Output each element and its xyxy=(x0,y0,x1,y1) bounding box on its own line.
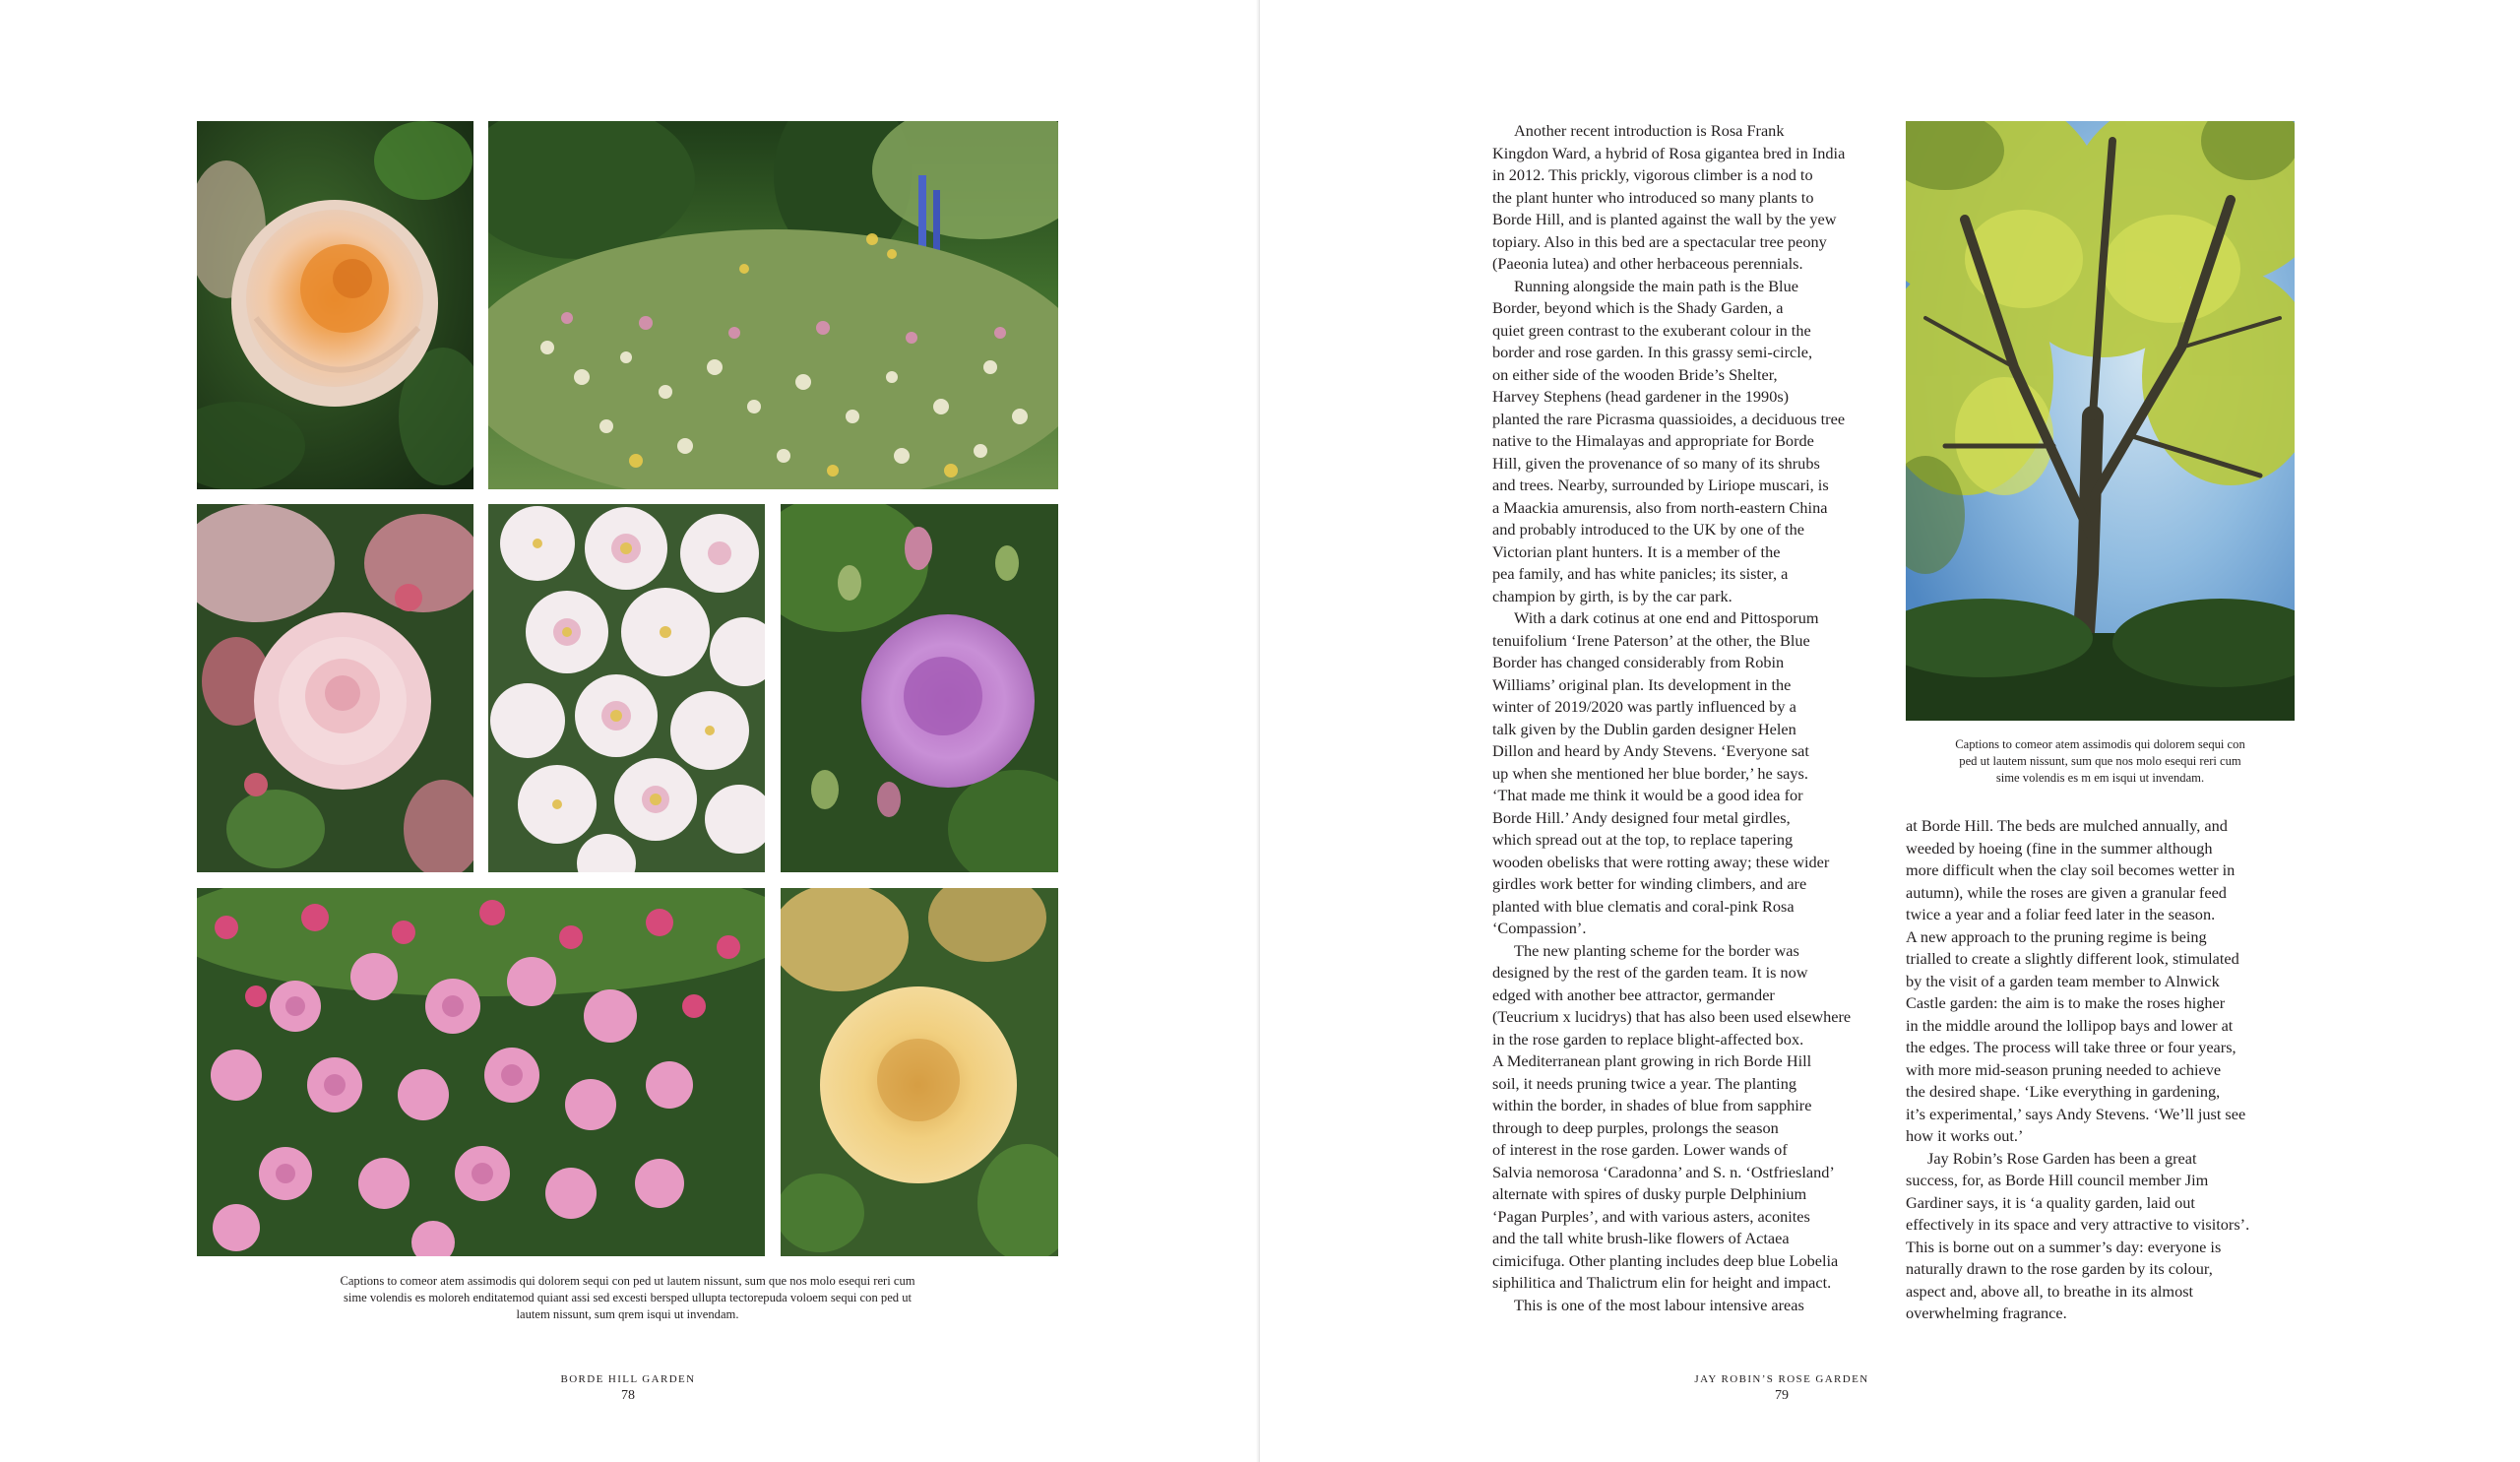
text-line: through to deep purples, prolongs the season xyxy=(1492,1117,1779,1137)
text-line: twice a year and a foliar feed later in the season. xyxy=(1906,905,2216,923)
text-line: in the rose garden to replace blight-affected box. xyxy=(1492,1029,1804,1049)
text-line: autumn), while the roses are given a granular feed xyxy=(1906,882,2227,902)
right-page xyxy=(1260,0,2520,1462)
running-head-left: BORDE HILL GARDEN xyxy=(560,1373,696,1385)
text-line: winter of 2019/2020 was partly influenced by a xyxy=(1492,697,1796,716)
text-line: planted with blue clematis and coral-pink Rosa xyxy=(1492,896,1795,916)
text-line: talk given by the Dublin garden designer Helen xyxy=(1492,719,1796,738)
pink-shrub-roses-photo xyxy=(197,888,765,1256)
text-line: girdles work better for winding climbers, and are xyxy=(1492,874,1807,893)
text-line: in the middle around the lollipop bays and lower at xyxy=(1906,1015,2234,1035)
text-line: With a dark cotinus at one end and Pittosporum xyxy=(1514,608,1819,627)
text-line: success, for, as Borde Hill council member Jim xyxy=(1906,1171,2209,1189)
text-line: Border, beyond which is the Shady Garden, a xyxy=(1492,298,1784,317)
left-footer xyxy=(463,1372,793,1404)
text-line: it’s experimental,’ says Andy Stevens. ‘We’ll just see xyxy=(1906,1104,2246,1123)
text-line: aspect and, above all, to breathe in its almost xyxy=(1906,1281,2194,1301)
left-photo-caption xyxy=(197,1273,1058,1323)
text-line: planted the rare Picrasma quassioides, a deciduous tree xyxy=(1492,409,1846,428)
paragraph xyxy=(1906,815,2295,1148)
text-line: with more mid-season pruning needed to achieve xyxy=(1906,1059,2222,1079)
text-line: This is borne out on a summer’s day: everyone is xyxy=(1906,1237,2222,1256)
left-caption-line: sime volendis es moloreh enditatemod quiant assi sed excesti bersped ullupta tectorepuda voloem sequi con ped ut xyxy=(343,1291,913,1304)
text-line: The new planting scheme for the border was xyxy=(1514,940,1799,960)
text-line: a Maackia amurensis, also from north-eastern China xyxy=(1492,497,1828,517)
text-line: ‘Pagan Purples’, and with various asters, aconites xyxy=(1492,1206,1810,1226)
text-line: Border has changed considerably from Robin xyxy=(1492,653,1785,671)
body-column-1 xyxy=(1492,120,1857,1316)
text-line: cimicifuga. Other planting includes deep blue Lobelia xyxy=(1492,1250,1839,1270)
left-caption-line: Captions to comeor atem assimodis qui dolorem sequi con ped ut lautem nissunt, sum que nos molo esequi reri cum xyxy=(340,1274,915,1288)
text-line: which spread out at the top, to replace tapering xyxy=(1492,830,1794,849)
text-line: and probably introduced to the UK by one of the xyxy=(1492,520,1804,539)
right-caption-line: sime volendis es m em isqui ut invendam. xyxy=(1995,771,2205,785)
text-line: Salvia nemorosa ‘Caradonna’ and S. n. ‘Ostfriesland’ xyxy=(1492,1162,1835,1181)
text-line: soil, it needs pruning twice a year. The planting xyxy=(1492,1073,1796,1093)
text-line: Castle garden: the aim is to make the roses higher xyxy=(1906,993,2226,1012)
text-line: Dillon and heard by Andy Stevens. ‘Everyone sat xyxy=(1492,741,1809,760)
body-column-2 xyxy=(1906,815,2295,1325)
text-line: in 2012. This prickly, vigorous climber is a nod to xyxy=(1492,165,1813,184)
text-line: A new approach to the pruning regime is being xyxy=(1906,926,2207,946)
text-line: the edges. The process will take three or four years, xyxy=(1906,1038,2236,1056)
text-line: This is one of the most labour intensive areas xyxy=(1514,1295,1804,1314)
text-line: how it works out.’ xyxy=(1906,1126,2024,1145)
rose-border-landscape-photo xyxy=(488,121,1058,489)
paragraph xyxy=(1492,940,1857,1295)
text-line: Running alongside the main path is the Blue xyxy=(1514,276,1798,295)
text-line: wooden obelisks that were rotting away; these wider xyxy=(1492,852,1830,871)
text-line: overwhelming fragrance. xyxy=(1906,1303,2067,1322)
text-line: by the visit of a garden team member to Alnwick xyxy=(1906,971,2220,990)
text-line: Victorian plant hunters. It is a member of the xyxy=(1492,541,1781,561)
yellow-rose-photo xyxy=(781,888,1058,1256)
text-line: within the border, in shades of blue from sapphire xyxy=(1492,1096,1812,1114)
text-line: and trees. Nearby, surrounded by Liriope muscari, is xyxy=(1492,476,1829,494)
text-line: of interest in the rose garden. Lower wands of xyxy=(1492,1140,1788,1159)
text-line: naturally drawn to the rose garden by its colour, xyxy=(1906,1259,2213,1278)
text-line: quiet green contrast to the exuberant colour in the xyxy=(1492,320,1811,340)
text-line: (Teucrium x lucidrys) that has also been used elsewhere xyxy=(1492,1007,1852,1026)
text-line: effectively in its space and very attractive to visitors’. xyxy=(1906,1215,2250,1234)
text-line: trialled to create a slightly different look, stimulated xyxy=(1906,949,2239,968)
text-line: Borde Hill.’ Andy designed four metal girdles, xyxy=(1492,807,1791,827)
paragraph xyxy=(1906,1148,2295,1325)
text-line: topiary. Also in this bed are a spectacular tree peony xyxy=(1492,231,1827,251)
text-line: Jay Robin’s Rose Garden has been a great xyxy=(1927,1148,2197,1168)
text-line: the plant hunter who introduced so many plants to xyxy=(1492,187,1814,207)
text-line: more difficult when the clay soil becomes wetter in xyxy=(1906,860,2236,879)
paragraph xyxy=(1492,607,1857,940)
lilac-rose-photo xyxy=(781,504,1058,872)
text-line: siphilitica and Thalictrum elin for height and impact. xyxy=(1492,1273,1832,1292)
text-line: designed by the rest of the garden team. It is now xyxy=(1492,963,1808,982)
page-number-right: 79 xyxy=(1775,1388,1789,1403)
text-line: Borde Hill, and is planted against the wall by the yew xyxy=(1492,210,1837,228)
white-cluster-roses-photo xyxy=(488,504,765,872)
right-caption-line: Captions to comeor atem assimodis qui dolorem sequi con xyxy=(1955,737,2245,751)
text-line: Kingdon Ward, a hybrid of Rosa gigantea bred in India xyxy=(1492,143,1846,162)
text-line: native to the Himalayas and appropriate for Borde xyxy=(1492,431,1814,450)
left-caption-line: lautem nissunt, sum qrem isqui ut invendam. xyxy=(516,1307,739,1321)
text-line: pea family, and has white panicles; its sister, a xyxy=(1492,564,1789,583)
right-caption-line: ped ut lautem nissunt, sum que nos molo esequi reri cum xyxy=(1959,754,2241,768)
paragraph xyxy=(1492,120,1857,276)
text-line: the desired shape. ‘Like everything in gardening, xyxy=(1906,1082,2221,1101)
text-line: Hill, given the provenance of so many of its shrubs xyxy=(1492,453,1820,473)
text-line: (Paeonia lutea) and other herbaceous perennials. xyxy=(1492,254,1803,273)
text-line: Williams’ original plan. Its development in the xyxy=(1492,674,1792,694)
text-line: A Mediterranean plant growing in rich Borde Hill xyxy=(1492,1051,1812,1070)
text-line: and the tall white brush-like flowers of Actaea xyxy=(1492,1229,1790,1247)
right-photo-caption xyxy=(1906,736,2295,787)
text-line: tenuifolium ‘Irene Paterson’ at the other, the Blue xyxy=(1492,630,1810,650)
text-line: weeded by hoeing (fine in the summer although xyxy=(1906,838,2213,858)
text-line: edged with another bee attractor, germander xyxy=(1492,985,1775,1004)
text-line: ‘That made me think it would be a good idea for xyxy=(1492,786,1803,804)
text-line: border and rose garden. In this grassy semi-circle, xyxy=(1492,343,1813,361)
text-line: Another recent introduction is Rosa Frank xyxy=(1514,121,1785,140)
paragraph xyxy=(1492,1295,1857,1317)
text-line: Gardiner says, it is ‘a quality garden, laid out xyxy=(1906,1192,2195,1212)
text-line: at Borde Hill. The beds are mulched annually, and xyxy=(1906,816,2228,835)
apricot-rose-photo xyxy=(197,121,473,489)
text-line: alternate with spires of dusky purple Delphinium xyxy=(1492,1184,1807,1203)
right-footer xyxy=(1614,1372,1949,1404)
text-line: champion by girth, is by the car park. xyxy=(1492,586,1732,605)
text-line: up when she mentioned her blue border,’ he says. xyxy=(1492,763,1808,783)
tree-canopy-photo xyxy=(1906,121,2295,721)
text-line: Harvey Stephens (head gardener in the 1990s) xyxy=(1492,387,1790,406)
running-head-right: JAY ROBIN’S ROSE GARDEN xyxy=(1694,1373,1869,1385)
paragraph xyxy=(1492,276,1857,608)
page-number-left: 78 xyxy=(621,1388,635,1403)
pale-pink-rose-photo xyxy=(197,504,473,872)
text-line: ‘Compassion’. xyxy=(1492,919,1587,937)
text-line: on either side of the wooden Bride’s Shelter, xyxy=(1492,364,1778,384)
